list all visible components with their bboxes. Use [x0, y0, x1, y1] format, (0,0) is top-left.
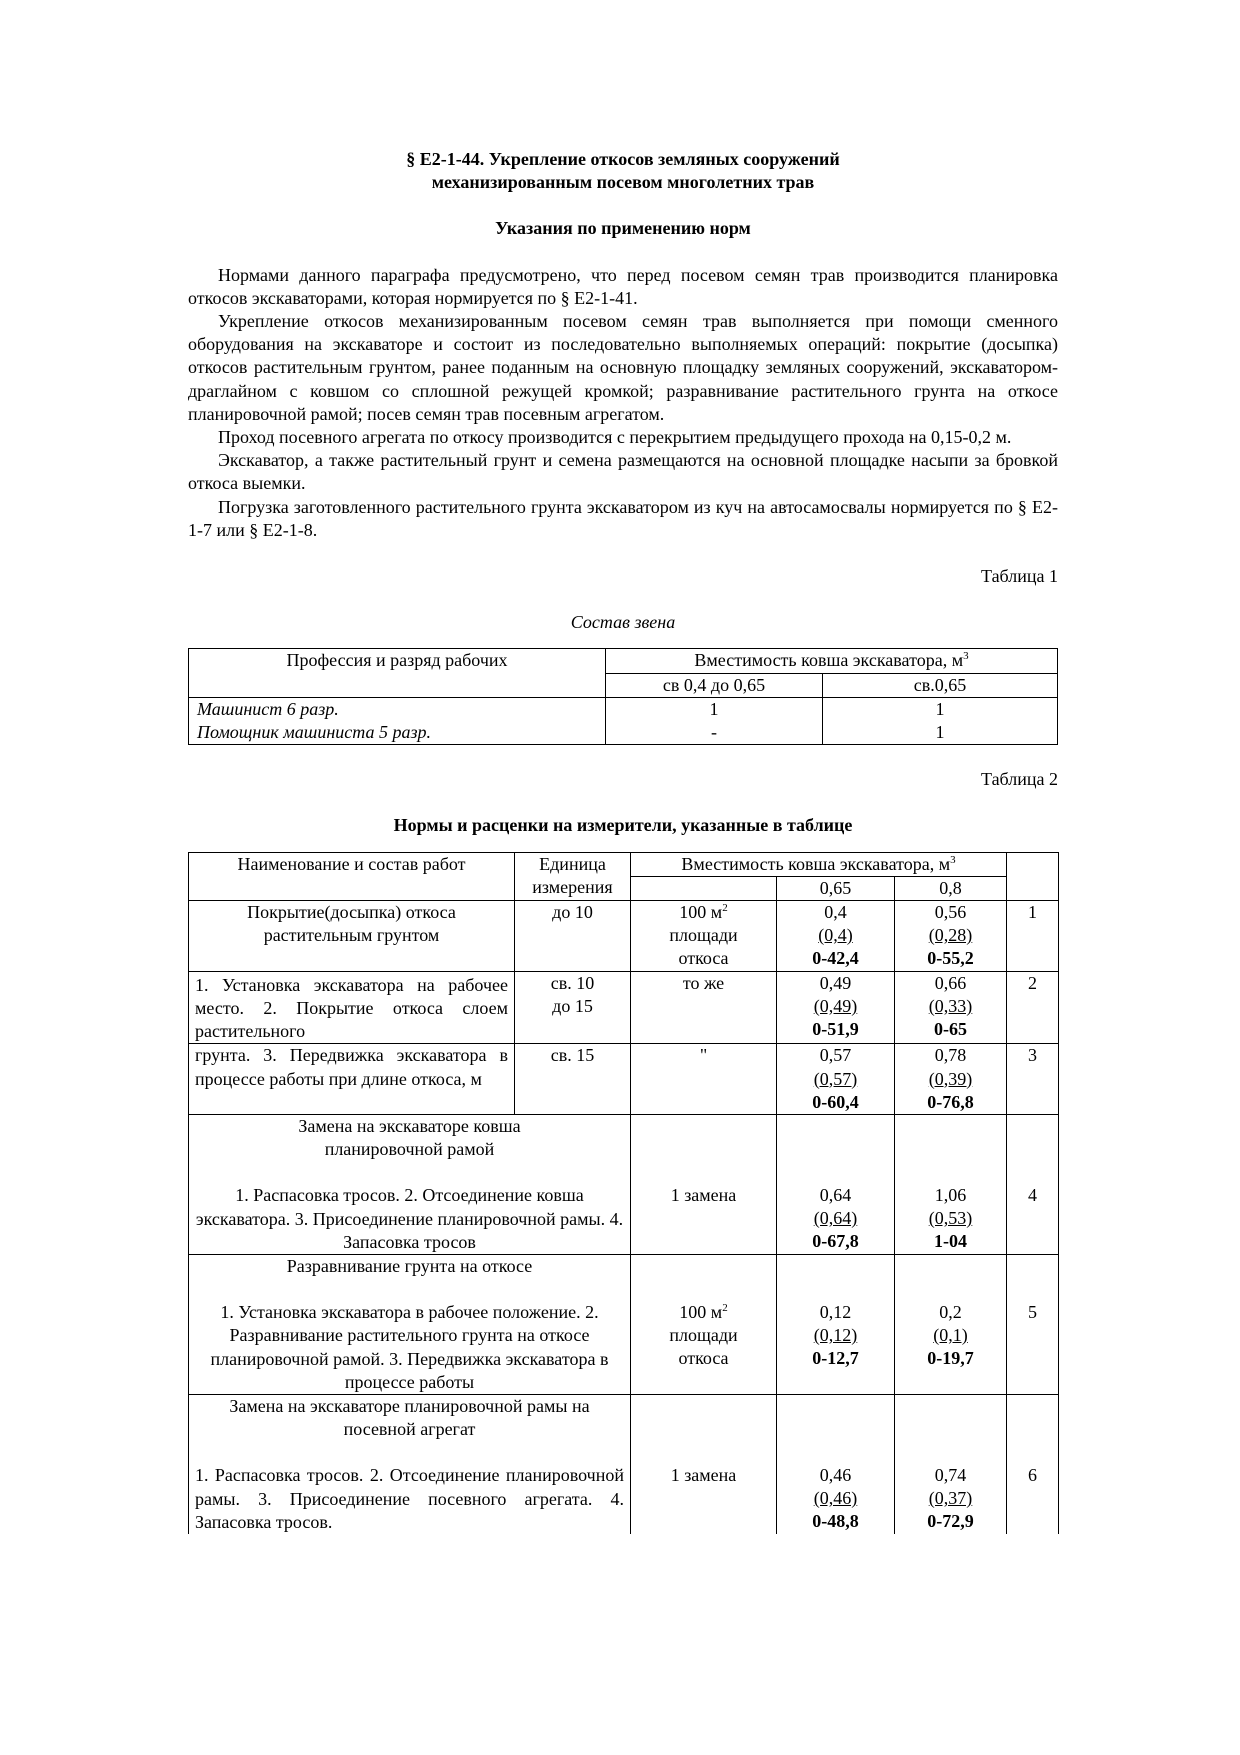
document-page: [188, 148, 1058, 1534]
subheader-065: 0,65: [777, 876, 895, 900]
value-cell-08: 0,66 (0,33) 0-65: [895, 971, 1007, 1044]
slope-length: до 10: [515, 901, 631, 972]
row-number: 2: [1007, 971, 1059, 1044]
crew-row-name: Помощник машиниста 5 разр.: [189, 721, 606, 745]
header-profession: Профессия и разряд рабочих: [189, 649, 606, 697]
value-cell-065: 0,49 (0,49) 0-51,9: [777, 971, 895, 1044]
unit-cell: 100 $м^2$ площади откоса: [631, 901, 777, 972]
paragraph-2: Укрепление откосов механизированным посевом семян трав выполняется при помощи сменного оборудования на экскаваторе и состоит из последовательно выполняемых операций: покрытие (досыпка) откосов растительным грунтом, ранее поданным на основную площадку земляных сооружений, экскаватором-драглайном с ковшом со сплошной режущей кромкой; разравнивание растительного грунта на откосе планировочной рамой; посев семян трав посевным агрегатом.: [188, 311, 1058, 424]
row-number: 3: [1007, 1044, 1059, 1115]
work-title: Покрытие(досыпка) откоса растительным грунтом: [189, 901, 515, 972]
header-work-name: Наименование и состав работ: [189, 852, 515, 900]
header-capacity: Вместимость ковша экскаватора, $м^3$: [631, 852, 1007, 876]
crew-row-value: 1: [823, 721, 1058, 745]
value-cell-065: 0,64 (0,64) 0-67,8: [777, 1114, 895, 1254]
unit-cell: то же: [631, 971, 777, 1044]
value-cell-08: 0,74 (0,37) 0-72,9: [895, 1394, 1007, 1534]
paragraph-4: Экскаватор, а также растительный грунт и семена размещаются на основной площадке насыпи за бровкой откоса выемки.: [188, 450, 1058, 494]
value-cell-08: 0,2 (0,1) 0-19,7: [895, 1254, 1007, 1394]
crew-row-value: 1: [606, 697, 823, 721]
crew-table: [188, 648, 1058, 745]
slope-length: св. 10 до 15: [515, 971, 631, 1044]
row-number: 4: [1007, 1114, 1059, 1254]
work-description: грунта. 3. Передвижка экскаватора в процессе работы при длине откоса, м: [189, 1044, 515, 1115]
value-cell-065: 0,57 (0,57) 0-60,4: [777, 1044, 895, 1115]
table2-label: Таблица 2: [981, 769, 1058, 790]
section-title-line2: механизированным посевом многолетних трав: [431, 172, 815, 193]
table1-caption: Состав звена: [570, 612, 676, 633]
slope-length: св. 15: [515, 1044, 631, 1115]
value-cell-065: 0,46 (0,46) 0-48,8: [777, 1394, 895, 1534]
crew-row-value: 1: [823, 697, 1058, 721]
subheader-range2: св.0,65: [823, 673, 1058, 697]
crew-row-name: Машинист 6 разр.: [189, 697, 606, 721]
value-cell-08: 1,06 (0,53) 1-04: [895, 1114, 1007, 1254]
row-number: 6: [1007, 1394, 1059, 1534]
work-title: Замена на экскаваторе планировочной рамы на посевной агрегат 1. Распасовка тросов. 2. Отсоединение планировочной рамы. 3. Присоединение посевного агрегата. 4. Запасовка тросов.: [189, 1394, 631, 1534]
unit-cell: 1 замена: [631, 1114, 777, 1254]
table2-caption: Нормы и расценки на измерители, указанные в таблице: [393, 815, 853, 836]
subheader-blank: [631, 876, 777, 900]
section-title-line1: § Е2-1-44. Укрепление откосов земляных сооружений: [406, 149, 840, 169]
value-cell-08: 0,56 (0,28) 0-55,2: [895, 901, 1007, 972]
row-number: 1: [1007, 901, 1059, 972]
work-title: Разравнивание грунта на откосе 1. Установка экскаватора в рабочее положение. 2. Разравнивание растительного грунта на откосе планировочной рамой. 3. Передвижка экскаватора в процессе работы: [189, 1254, 631, 1394]
header-row-number: [1007, 852, 1059, 900]
header-unit: Единица измерения: [515, 852, 631, 900]
paragraph-5: Погрузка заготовленного растительного грунта экскаватором из куч на автосамосвалы нормируется по § Е2-1-7 или § Е2-1-8.: [188, 496, 1058, 540]
header-capacity: Вместимость ковша экскаватора, $м^3$: [606, 649, 1058, 673]
paragraph-1: Нормами данного параграфа предусмотрено, что перед посевом семян трав производится планировка откосов экскаваторами, которая нормируется по § Е2-1-41.: [188, 264, 1058, 308]
unit-cell: 100 $м^2$ площади откоса: [631, 1254, 777, 1394]
subheader-08: 0,8: [895, 876, 1007, 900]
unit-cell: ": [631, 1044, 777, 1115]
value-cell-065: 0,4 (0,4) 0-42,4: [777, 901, 895, 972]
paragraph-3: Проход посевного агрегата по откосу производится с перекрытием предыдущего прохода на 0,15-0,2 м.: [218, 427, 1012, 448]
work-description: 1. Установка экскаватора на рабочее место. 2. Покрытие откоса слоем растительного: [189, 971, 515, 1044]
section-subtitle: Указания по применению норм: [495, 218, 751, 239]
crew-row-value: -: [606, 721, 823, 745]
row-number: 5: [1007, 1254, 1059, 1394]
subheader-range1: св 0,4 до 0,65: [606, 673, 823, 697]
value-cell-08: 0,78 (0,39) 0-76,8: [895, 1044, 1007, 1115]
value-cell-065: 0,12 (0,12) 0-12,7: [777, 1254, 895, 1394]
unit-cell: 1 замена: [631, 1394, 777, 1534]
norms-table: [188, 852, 1059, 1534]
table1-label: Таблица 1: [981, 566, 1058, 587]
work-title: Замена на экскаваторе ковша планировочной рамой 1. Распасовка тросов. 2. Отсоединение ковша экскаватора. 3. Присоединение планировочной рамы. 4. Запасовка тросов: [189, 1114, 631, 1254]
